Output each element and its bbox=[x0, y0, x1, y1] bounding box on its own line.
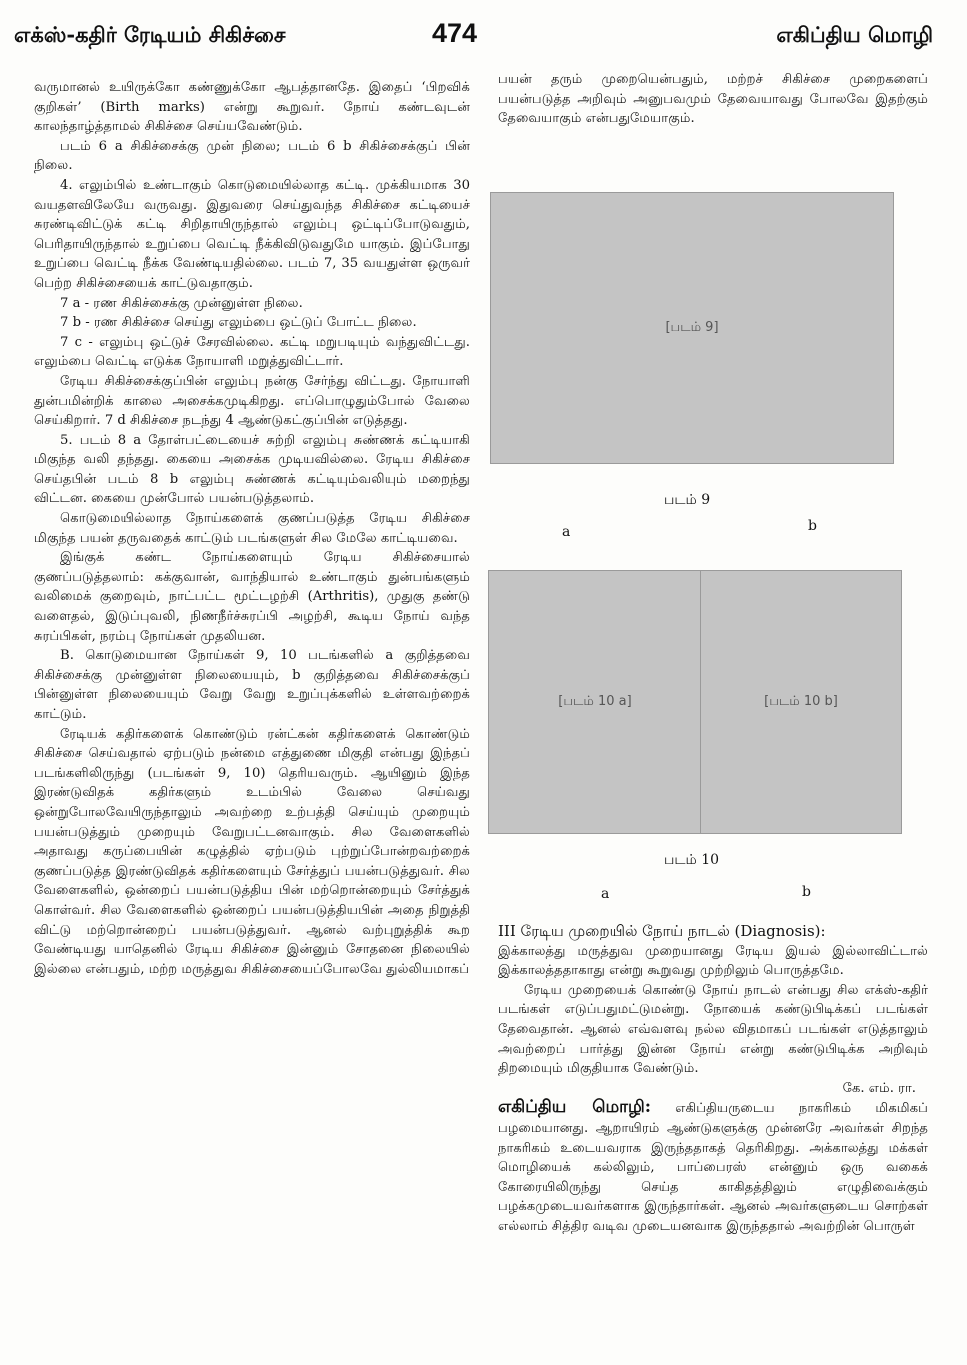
paragraph: படம் 6 a சிகிச்சைக்கு முன் நிலை; படம் 6 b சிகிச்சைக்குப் பின் நிலை. bbox=[34, 138, 470, 174]
paragraph: 5. படம் 8 a தோள்பட்டையைச் சுற்றி எலும்பு சுண்ணக் கட்டியாகி மிகுந்த வலி தந்தது. கையை அசைக்க முடியவில்லை. ரேடிய சிகிச்சை செய்தபின் படம் 8 b எலும்பு சுண்ணக் கட்டியும்வலியும் மறைந்து விட்டன. கையை முன்போல் பயன்படுத்தலாம். bbox=[34, 432, 470, 507]
paragraph: ரேடிய முறையைக் கொண்டு நோய் நாடல் என்பது சில எக்ஸ்-கதிர் படங்கள் எடுப்பதுமட்டுமன்று. நோயைக் கண்டுபிடிக்கப் படங்கள் தேவைதான். ஆனல் எவ்வளவு நல்ல விதமாகப் படங்கள் எடுத்தாலும் அவற்றைப் பார்த்து இன்ன நோய் என்று கண்டுபிடிக்க அறிவும் திறமையும் மிகுதியாக வேண்டும். bbox=[498, 982, 928, 1077]
section-heading: III ரேடிய முறையில் நோய் நாடல் (Diagnosis): bbox=[498, 922, 826, 940]
page-header bbox=[0, 0, 967, 60]
paragraph: 4. எலும்பில் உண்டாகும் கொடுமையில்லாத கட்டி. முக்கியமாக 30 வயதளவிலேயே வருவது. இதுவரை செய்துவந்த சிகிச்சை கட்டியைச் சுரண்டிவிட்டுக் கட்டி சிறிதாயிருந்தால் எலும்பு ஒட்டிப்போடுவதும், பெரிதாயிருந்தால் உறுப்பை வெட்டி நீக்கிவிடுவதுமே யாகும். இப்போது உறுப்பை வெட்டி நீக்க வேண்டியதில்லை. படம் 7, 35 வயதுள்ள ஒருவர் பெற்ற சிகிச்சையைக் காட்டுவதாகும். bbox=[34, 177, 470, 291]
paragraph: இக்காலத்து மருத்துவ முறையானது ரேடிய இயல் இல்லாவிட்டால் இக்காலத்ததாகாது என்று கூறுவது முற்றிலும் பொருத்தமே. bbox=[498, 943, 928, 979]
paragraph: கொடுமையில்லாத நோய்களைக் குணப்படுத்த ரேடிய சிகிச்சை மிகுந்த பயன் தருவதைக் காட்டும் படங்களுள் சில மேலே காட்டியவை. bbox=[34, 511, 470, 546]
entry-heading: எகிப்திய மொழி: bbox=[498, 1097, 652, 1118]
paragraph: ரேடியக் கதிர்களைக் கொண்டும் ரன்ட்கன் கதிர்களைக் கொண்டும் சிகிச்சை செய்வதால் ஏற்படும் நன்மை எத்துணை மிகுதி என்பது இந்தப் படங்களிலிருந்து (படங்கள் 9, 10) தெரியவரும். ஆயினும் இந்த இரண்டுவிதக் கதிர்களும் உடம்பில் வேலை செய்வது ஒன்றுபோலவேயிருந்தாலும் அவற்றை உற்பத்தி செய்யும் முறையும் பயன்படுத்தும் முறையும் வேறுபட்டனவாகும். சில வேளைகளில் அதாவது கருப்பையின் கழுத்தில் ஏற்படும் புற்றுப்போன்றவற்றைக் குணப்படுத்த இரண்டுவிதக் கதிர்களையும் சேர்த்துப் பயன்படுத்துவர். சில வேளைகளில், ஒன்றைப் பயன்படுத்திய பின் மற்றொன்றையும் சேர்த்துக் கொள்வர். சில வேளைகளில் ஒன்றைப் பயன்படுத்தியபின் அதை நிறுத்தி விட்டு மற்றொன்றைப் பயன்படுத்துவர். ஆனல் வற்புறுத்திக் கூற வேண்டியது யாதெனில் ரேடிய சிகிச்சை இன்னும் சோதனை நிலையில் இல்லை என்பதும், மற்ற மருத்துவ சிகிச்சையைப்போலவே துல்லியமாகப் bbox=[34, 726, 470, 977]
paragraph: பயன் தரும் முறையென்பதும், மற்றச் சிகிச்சை முறைகளைப் பயன்படுத்த அறிவும் அனுபவமும் தேவையாவது போலவே இதற்கும் தேவையாகும் என்பதுமேயாகும். bbox=[498, 72, 928, 127]
right-column-bottom bbox=[498, 922, 928, 1237]
figure-9-photo bbox=[490, 192, 894, 464]
paragraph: B. கொடுமையான நோய்கள் 9, 10 படங்களில் a குறித்தவை சிகிச்சைக்கு முன்னுள்ள நிலையையும், b குறித்தவை சிகிச்சைக்குப் பின்னுள்ள நிலையையும் வேறு வேறு உறுப்புக்களில் உள்ளவற்றைக் காட்டும். bbox=[34, 648, 470, 722]
figure-9-caption: படம் 9 bbox=[664, 492, 711, 508]
paragraph: 7 b - ரண சிகிச்சை செய்து எலும்பை ஒட்டுப் போட்ட நிலை. bbox=[60, 315, 417, 331]
running-title-left: எக்ஸ்-கதிர் ரேடியம் சிகிச்சை bbox=[14, 22, 286, 47]
running-title-right: எகிப்திய மொழி bbox=[776, 22, 933, 47]
right-column-top bbox=[498, 70, 928, 180]
figure-label-b: b bbox=[802, 884, 811, 900]
page-number: 474 bbox=[432, 18, 478, 48]
entry-text: எகிப்தியருடைய நாகரிகம் மிகமிகப் பழமையானது. ஆறாயிரம் ஆண்டுகளுக்கு முன்னரே அவர்கள் சிறந்த நாகரிகம் உடையவராக இருந்ததாகத் தெரிகிறது. அக்காலத்து மக்கள் மொழியைக் கல்லிலும், பாப்பைரஸ் என்னும் ஒரு வகைக் கோரையிலிருந்து செய்த காகிதத்திலும் எழுதிவைக்கும் பழக்கமுடையவர்களாக இருந்தார்கள். ஆனல் அவர்களுடைய சொற்கள் எல்லாம் சித்திர வடிவ முடையனவாக இருந்ததால் அவற்றின் பொருள் bbox=[498, 1101, 928, 1234]
paragraph: 7 c - எலும்பு ஒட்டுச் சேரவில்லை. கட்டி மறுபடியும் வந்துவிட்டது. எலும்பை வெட்டி எடுக்க நோயாளி மறுத்துவிட்டார். bbox=[34, 334, 470, 370]
figure-placeholder-label: [படம் 10 a] bbox=[558, 694, 632, 709]
figure-placeholder-label: [படம் 9] bbox=[665, 320, 719, 335]
figure-label-a: a bbox=[562, 524, 571, 540]
paragraph: வருமானல் உயிருக்கோ கண்ணுக்கோ ஆபத்தானதே. இதைப் ‘பிறவிக் குறிகள்’ (Birth marks) என்று கூறுவர். நோய் கண்டவுடன் காலந்தாழ்த்தாமல் சிகிச்சை செய்யவேண்டும். bbox=[34, 80, 470, 135]
figure-placeholder-label: [படம் 10 b] bbox=[764, 694, 838, 709]
paragraph: 7 a - ரண சிகிச்சைக்கு முன்னுள்ள நிலை. bbox=[60, 295, 303, 311]
figure-10a-photo bbox=[488, 570, 702, 834]
left-column bbox=[34, 78, 470, 1360]
figure-label-a: a bbox=[601, 886, 610, 902]
paragraph: இங்குக் கண்ட நோய்களையும் ரேடிய சிகிச்சையால் குணப்படுத்தலாம்: கக்குவான், வாந்தியால் உண்டாகும் துன்பங்களும் வலிமைக் குறைவும், நாட்பட்ட மூட்டழற்சி (Arthritis), முதுகு தண்டு வளைதல், இடுப்புவலி, நிணநீர்ச்சுரப்பி அழற்சி, கூடிய நோய் வந்த சுரப்பிகள், நரம்பு நோய்கள் முதலியன. bbox=[34, 550, 470, 644]
figure-10b-photo bbox=[700, 570, 902, 834]
paragraph: ரேடிய சிகிச்சைக்குப்பின் எலும்பு நன்கு சேர்ந்து விட்டது. நோயாளி துன்பமின்றிக் காலை அசைக்கமுடிகிறது. எப்பொழுதும்போல் வேலை செய்கிறார். 7 d சிகிச்சை நடந்து 4 ஆண்டுகட்குப்பின் எடுத்தது. bbox=[34, 373, 470, 429]
figure-10-caption: படம் 10 bbox=[664, 852, 720, 868]
figure-label-b: b bbox=[808, 518, 817, 534]
author-signature: கே. எம். ரா. bbox=[842, 1080, 916, 1096]
